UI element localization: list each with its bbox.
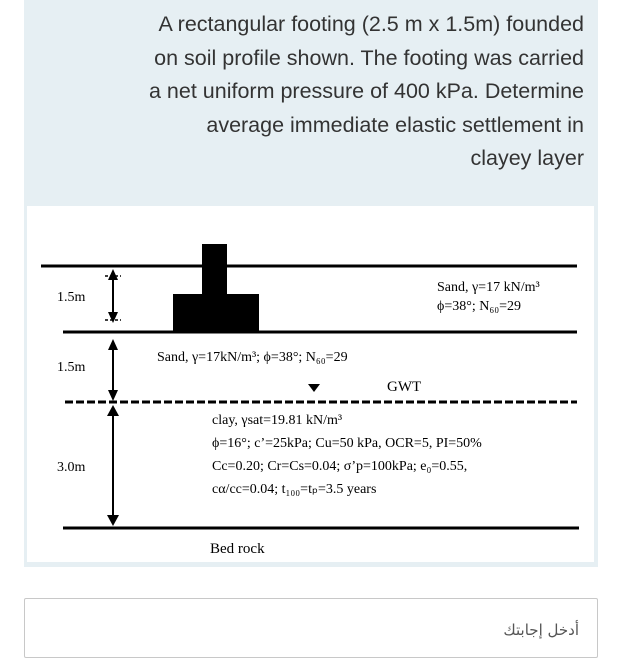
question-text bbox=[24, 8, 584, 176]
water-table-label: GWT bbox=[387, 379, 422, 395]
dimension-label-middle: 1.5m bbox=[57, 360, 86, 375]
clay-label-2: ϕ=16°; c’=25kPa; Cu=50 kPa, OCR=5, PI=50% bbox=[212, 436, 482, 451]
clay-label-4: cα/cc=0.04; t₁₀₀=tₚ=3.5 years bbox=[212, 482, 377, 497]
answer-placeholder: أدخل إجابتك bbox=[503, 621, 579, 639]
sand-middle-label: Sand, γ=17kN/m³; ϕ=38°; N₆₀=29 bbox=[157, 350, 348, 365]
question-line: on soil profile shown. The footing was carried bbox=[154, 45, 584, 70]
footing-base bbox=[173, 294, 259, 332]
question-line: A rectangular footing (2.5 m x 1.5m) founded bbox=[158, 12, 584, 36]
soil-profile-figure bbox=[27, 206, 594, 562]
question-line: clayey layer bbox=[470, 146, 584, 170]
dimension-label-top: 1.5m bbox=[57, 290, 86, 305]
dimension-arrow-middle bbox=[108, 339, 118, 401]
clay-label-1: clay, γsat=19.81 kN/m³ bbox=[212, 413, 343, 428]
dimension-arrow-top bbox=[105, 269, 121, 323]
water-table-marker bbox=[308, 384, 320, 392]
soil-profile-diagram bbox=[27, 206, 594, 562]
question-line: average immediate elastic settlement in bbox=[206, 112, 584, 137]
dimension-label-clay: 3.0m bbox=[57, 460, 86, 475]
dimension-arrow-clay bbox=[107, 405, 119, 526]
clay-label-3: Cc=0.20; Cr=Cs=0.04; σ’p=100kPa; e₀=0.55, bbox=[212, 459, 468, 474]
question-line: a net uniform pressure of 400 kPa. Determine bbox=[149, 79, 584, 103]
sand-top-label-1: Sand, γ=17 kN/m³ bbox=[437, 280, 540, 295]
bedrock-label: Bed rock bbox=[210, 541, 265, 557]
footing-column bbox=[202, 244, 227, 294]
answer-input[interactable] bbox=[24, 598, 598, 658]
sand-top-label-2: ϕ=38°; N₆₀=29 bbox=[437, 299, 522, 314]
